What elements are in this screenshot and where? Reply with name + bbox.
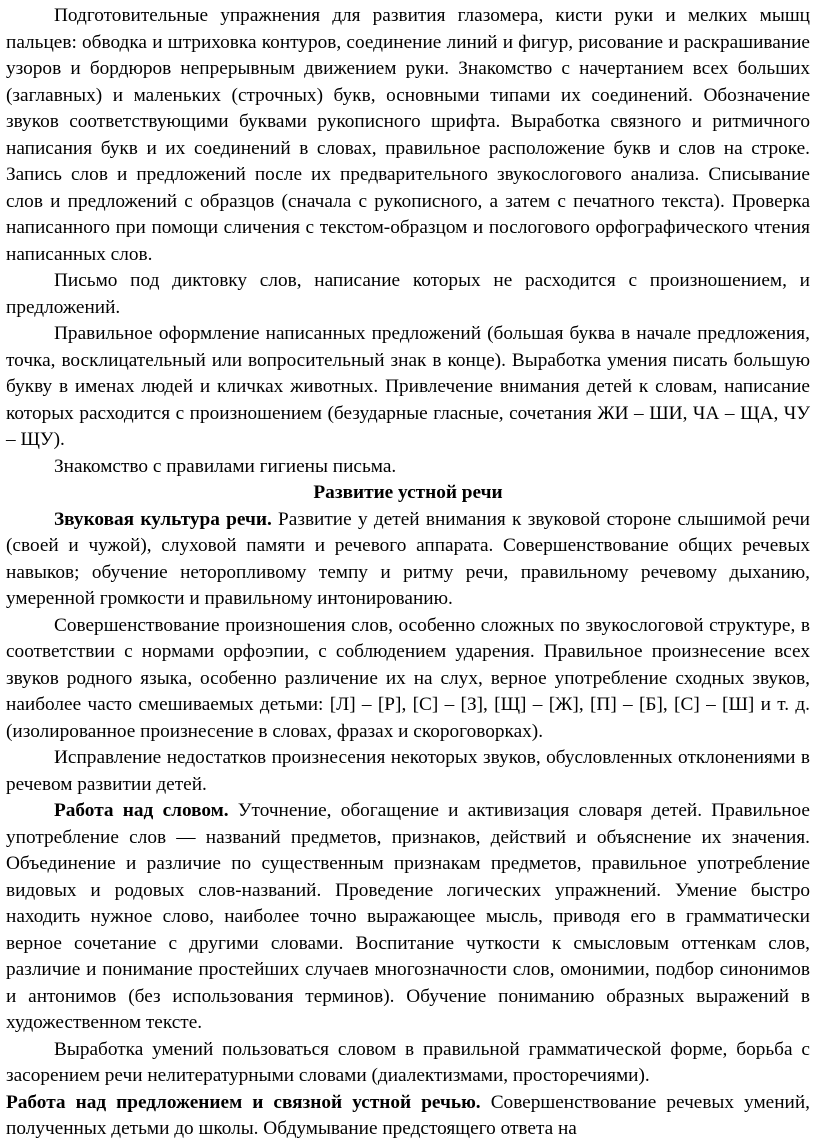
sentence-work-text: Совершенствование речевых умений, полученных детьми до школы. Обдумывание предстоящего ответа на bbox=[6, 1091, 810, 1139]
paragraph-sentence-work bbox=[6, 1090, 810, 1143]
paragraph-sentence-formatting: Правильное оформление написанных предложений (большая буква в начале предложения, точка, восклицательный или вопросительный знак в конце). Выработка умения писать большую букву в именах людей и кличках животных. Привлечение внимания детей к словам, написание которых расходится с произношением (безударные гласные, сочетания ЖИ – ШИ, ЧА – ЩА, ЧУ – ЩУ). bbox=[6, 323, 810, 450]
paragraph-sound-culture bbox=[6, 507, 810, 613]
paragraph-dictation: Письмо под диктовку слов, написание которых не расходится с произношением, и предложений. bbox=[6, 270, 810, 318]
word-work-text: Уточнение, обогащение и активизация словаря детей. Правильное употребление слов — названий предметов, признаков, действий и объяснение их значения. Объединение и различие по существенным признакам предметов, правильное употребление видовых и родовых слов-названий. Проведение логических упражнений. Умение быстро находить нужное слово, наиболее точно выражающее мысль, приводя его в грамматически верное сочетание с другими словами. Воспитание чуткости к смысловым оттенкам слов, различие и понимание простейших случаев многозначности слов, омонимии, подбор синонимов и антонимов (без использования терминов). Обучение пониманию образных выражений в художественном тексте. bbox=[6, 800, 810, 1033]
section-heading: Развитие устной речи bbox=[313, 482, 503, 503]
sound-culture-text: Развитие у детей внимания к звуковой стороне слышимой речи (своей и чужой), слуховой памяти и речевого аппарата. Совершенствование общих речевых навыков; обучение неторопливому темпу и ритму речи, правильному речевому дыханию, умеренной громкости и правильному интонированию. bbox=[6, 508, 810, 609]
paragraph-correction: Исправление недостатков произнесения некоторых звуков, обусловленных отклонениями в речевом развитии детей. bbox=[6, 747, 810, 795]
sentence-work-lead: Работа над предложением и связной устной речью. bbox=[6, 1091, 481, 1113]
paragraph-grammar-skills: Выработка умений пользоваться словом в правильной грамматической форме, борьба с засорением речи нелитературными словами (диалектизмами, просторечиями). bbox=[6, 1038, 810, 1086]
paragraph-preparatory-exercises: Подготовительные упражнения для развития глазомера, кисти руки и мелких мышц пальцев: обводка и штриховка контуров, соединение линий и фигур, рисование и раскрашивание узоров и бордюров непрерывным движением руки. Знакомство с начертанием всех больших (заглавных) и маленьких (строчных) букв, основными типами их соединений. Обозначение звуков соответствующими буквами рукописного шрифта. Выработка связного и ритмичного написания букв и их соединений в словах, правильное расположение букв и слов на строке. Запись слов и предложений после их предварительного звукослогового анализа. Списывание слов и предложений с образцов (сначала с рукописного, а затем с печатного текста). Проверка написанного при помощи сличения с текстом-образцом и послогового орфографического чтения написанных слов. bbox=[6, 5, 810, 265]
word-work-lead: Работа над словом. bbox=[54, 800, 229, 821]
paragraph-pronunciation: Совершенствование произношения слов, особенно сложных по звукослоговой структуре, в соответствии с нормами орфоэпии, с соблюдением ударения. Правильное произнесение всех звуков родного языка, особенно различение их на слух, верное употребление сходных звуков, наиболее часто смешиваемых детьми: [Л] – [Р], [С] – [З], [Щ] – [Ж], [П] – [Б], [С] – [Ш] и т. д. (изолированное произнесение в словах, фразах и скороговорках). bbox=[6, 614, 810, 742]
paragraph-writing-hygiene: Знакомство с правилами гигиены письма. bbox=[54, 455, 397, 477]
sound-culture-lead: Звуковая культура речи. bbox=[54, 508, 272, 530]
paragraph-word-work bbox=[6, 798, 810, 1037]
